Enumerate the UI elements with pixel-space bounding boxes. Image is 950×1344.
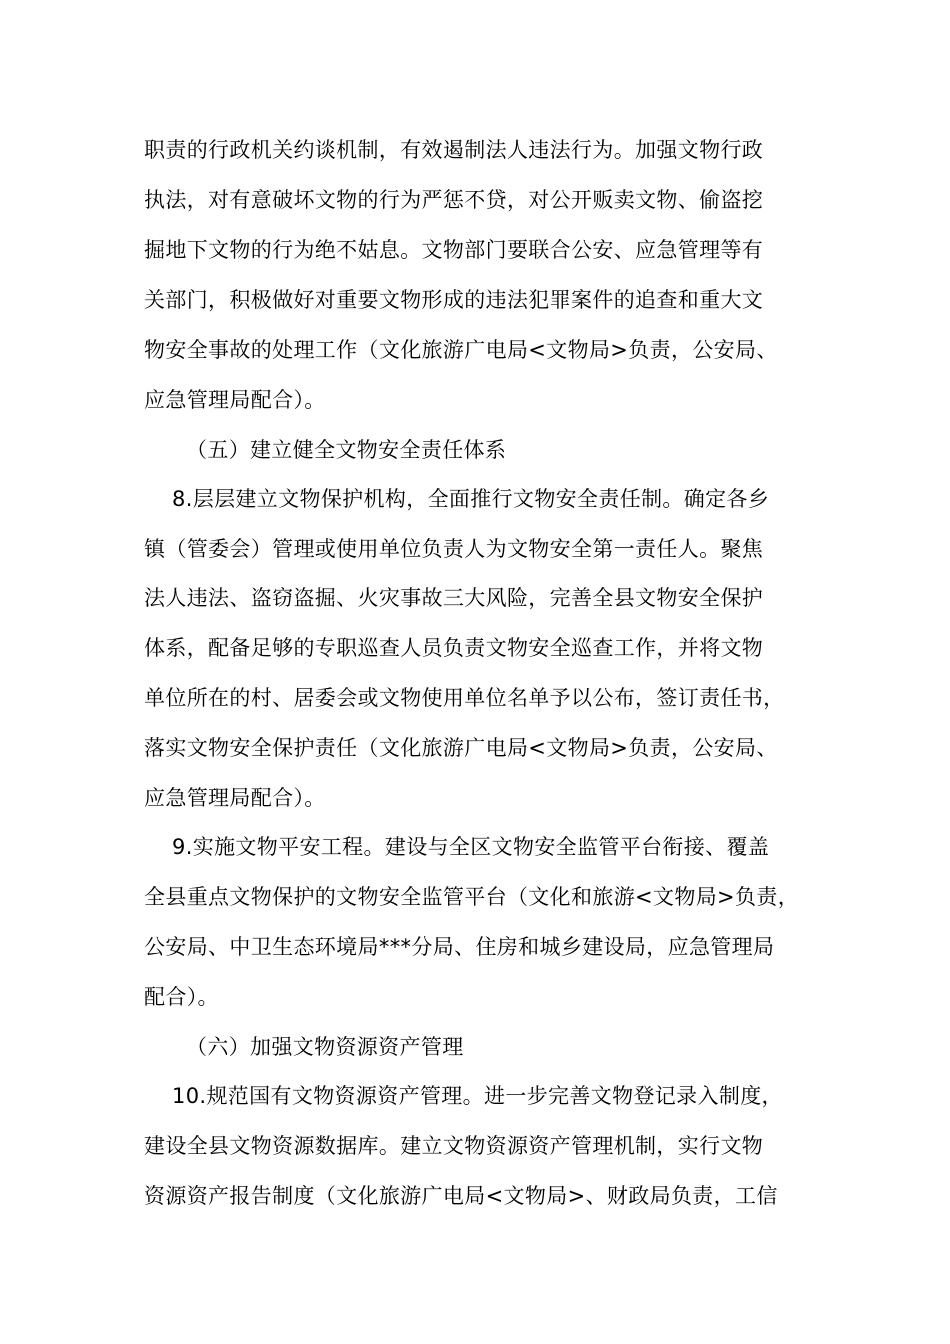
section-heading: （六）加强文物资源资产管理 (186, 1035, 464, 1059)
section-heading: （五）建立健全文物安全责任体系 (186, 438, 507, 462)
text-line: 8.层层建立文物保护机构，全面推行文物安全责任制。确定各乡 (172, 487, 770, 511)
text-line: 10.规范国有文物资源资产管理。进一步完善文物登记录入制度， (172, 1084, 783, 1108)
text-line: 镇（管委会）管理或使用单位负责人为文物安全第一责任人。聚焦 (144, 537, 764, 561)
text-line: 建设全县文物资源数据库。建立文物资源资产管理机制，实行文物 (144, 1134, 764, 1158)
text-line: 9.实施文物平安工程。建设与全区文物安全监管平台衔接、覆盖 (172, 835, 770, 859)
text-line: 公安局、中卫生态环境局***分局、住房和城乡建设局，应急管理局 (144, 935, 775, 959)
text-line: 配合）。 (144, 985, 219, 1009)
text-line: 掘地下文物的行为绝不姑息。文物部门要联合公安、应急管理等有 (144, 238, 764, 262)
text-line: 应急管理局配合）。 (144, 786, 326, 810)
text-line: 全县重点文物保护的文物安全监管平台（文化和旅游<文物局>负责， (144, 885, 800, 909)
text-line: 单位所在的村、居委会或文物使用单位名单予以公布，签订责任书， (144, 686, 785, 710)
text-line: 落实文物安全保护责任（文化旅游广电局<文物局>负责，公安局、 (144, 736, 778, 760)
text-line: 资源资产报告制度（文化旅游广电局<文物局>、财政局负责，工信 (144, 1184, 778, 1208)
text-line: 执法，对有意破坏文物的行为严惩不贷，对公开贩卖文物、偷盗挖 (144, 188, 764, 212)
text-line: 关部门，积极做好对重要文物形成的违法犯罪案件的追查和重大文 (144, 288, 764, 312)
text-line: 应急管理局配合）。 (144, 388, 326, 412)
text-line: 物安全事故的处理工作（文化旅游广电局<文物局>负责，公安局、 (144, 338, 778, 362)
text-line: 法人违法、盗窃盗掘、火灾事故三大风险，完善全县文物安全保护 (144, 586, 764, 610)
text-line: 体系，配备足够的专职巡查人员负责文物安全巡查工作，并将文物 (144, 636, 764, 660)
text-line: 职责的行政机关约谈机制，有效遏制法人违法行为。加强文物行政 (144, 138, 764, 162)
